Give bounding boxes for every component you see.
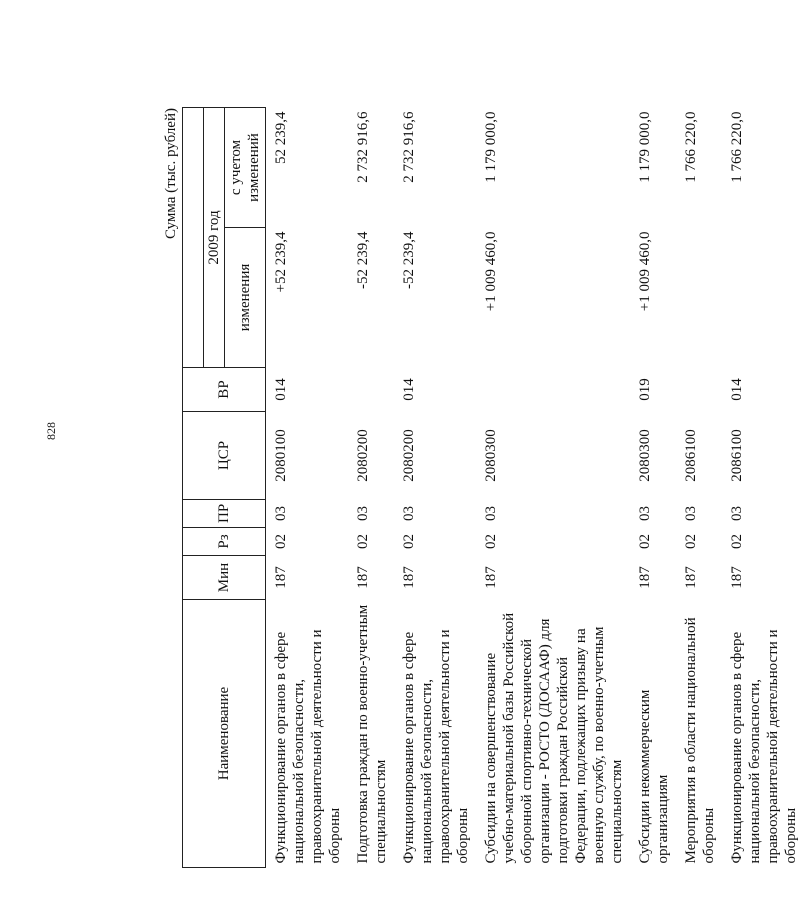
row-rz: 02 <box>683 534 699 549</box>
row-pr: 03 <box>729 506 745 521</box>
table-row <box>348 108 394 868</box>
header-year: 2009 год <box>204 108 225 368</box>
table-caption: Сумма (тыс. рублей) <box>163 108 179 240</box>
row-csr: 2080300 <box>637 429 653 482</box>
row-csr: 2086100 <box>729 429 745 482</box>
row-pr: 03 <box>401 506 417 521</box>
table-row <box>676 108 722 868</box>
row-name: Мероприятия в области национальной обороны <box>683 617 717 864</box>
row-rz: 02 <box>729 534 745 549</box>
row-min: 187 <box>637 566 653 589</box>
header-with-changes: с учетом изменений <box>225 108 266 228</box>
row-min: 187 <box>355 566 371 589</box>
header-changes: изменения <box>225 228 266 368</box>
table-row <box>266 108 349 868</box>
row-change: +52 239,4 <box>273 231 289 293</box>
row-rz: 02 <box>483 534 499 549</box>
row-pr: 03 <box>683 506 699 521</box>
row-change: +1 009 460,0 <box>483 231 499 312</box>
header-amount-spacer <box>183 108 204 368</box>
row-pr: 03 <box>355 506 371 521</box>
row-min: 187 <box>683 566 699 589</box>
table-row <box>476 108 630 868</box>
row-csr: 2080200 <box>401 429 417 482</box>
row-name: Функционирование органов в сфере национальной безопасности, правоохранительной деятельности и обороны <box>273 629 343 864</box>
row-change: -52 239,4 <box>401 231 417 289</box>
row-total: 2 732 916,6 <box>355 111 371 183</box>
row-rz: 02 <box>637 534 653 549</box>
header-name: Наименование <box>183 600 266 868</box>
row-pr: 03 <box>273 506 289 521</box>
row-vr: 014 <box>729 378 745 401</box>
header-csr: ЦСР <box>183 412 266 500</box>
row-name: Функционирование органов в сфере национальной безопасности, правоохранительной деятельности и обороны <box>401 629 471 864</box>
row-total: 1 766 220,0 <box>729 111 745 183</box>
row-csr: 2080300 <box>483 429 499 482</box>
row-vr <box>476 368 630 412</box>
row-rz: 02 <box>273 534 289 549</box>
row-name: Функционирование органов в сфере национальной безопасности, правоохранительной деятельности и обороны <box>729 629 799 864</box>
table-row <box>630 108 676 868</box>
row-change: +1 009 460,0 <box>637 231 653 312</box>
row-min: 187 <box>273 566 289 589</box>
row-min: 187 <box>401 566 417 589</box>
row-pr: 03 <box>637 506 653 521</box>
row-csr: 2086100 <box>683 429 699 482</box>
header-min: Мин <box>183 556 266 600</box>
row-vr <box>676 368 722 412</box>
row-name: Субсидии некоммерческим организациям <box>637 689 671 864</box>
row-total: 1 179 000,0 <box>637 111 653 183</box>
row-vr: 014 <box>273 378 289 401</box>
header-pr: ПР <box>183 500 266 528</box>
row-total: 2 732 916,6 <box>401 111 417 183</box>
row-vr: 014 <box>401 378 417 401</box>
row-total: 52 239,4 <box>273 111 289 164</box>
budget-table <box>182 107 804 868</box>
rotated-page <box>160 68 799 868</box>
row-total: 1 179 000,0 <box>483 111 499 183</box>
row-rz: 02 <box>355 534 371 549</box>
row-change: -52 239,4 <box>355 231 371 289</box>
row-rz: 02 <box>401 534 417 549</box>
row-csr: 2080100 <box>273 429 289 482</box>
table-row <box>722 108 804 868</box>
row-name: Субсидии на совершенствование учебно-материальной базы Российской оборонной спортивно-технической организации - РОСТО (ДОСААФ) для подготовки граждан Российской Федерации, подлежащих призыву на военную службу, по военно-учетным специальностям <box>483 612 625 864</box>
row-min: 187 <box>483 566 499 589</box>
row-pr: 03 <box>483 506 499 521</box>
row-vr <box>348 368 394 412</box>
row-vr: 019 <box>637 378 653 401</box>
row-csr: 2080200 <box>355 429 371 482</box>
header-vr: ВР <box>183 368 266 412</box>
page-number: 828 <box>44 422 58 440</box>
row-min: 187 <box>729 566 745 589</box>
table-row <box>394 108 476 868</box>
row-change <box>722 228 804 368</box>
row-change <box>676 228 722 368</box>
row-name: Подготовка граждан по военно-учетным специальностям <box>355 604 389 864</box>
header-rz: Рз <box>183 528 266 556</box>
row-total: 1 766 220,0 <box>683 111 699 183</box>
